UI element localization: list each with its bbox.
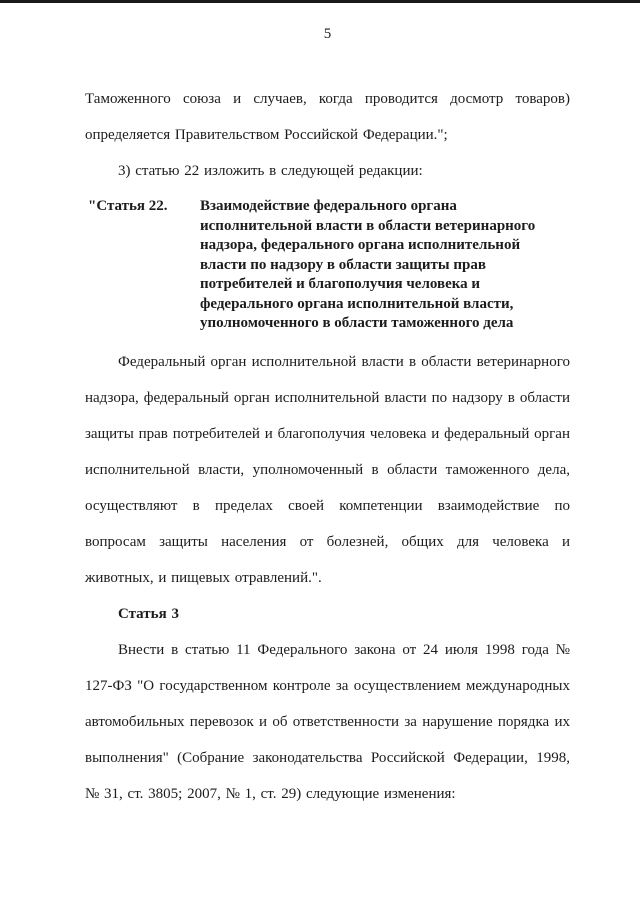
page-number: 5: [323, 26, 332, 42]
paragraph-article-22-text: Федеральный орган исполнительной власти в области ветеринарного надзора, федеральный орган исполнительной власти по надзору в области защиты прав потребителей и благополучия человека и федеральный орган исполнительной власти, уполномоченный в области таможенного дела, осуществляют в пределах своей компетенции взаимодействие по вопросам защиты населения от болезней, общих для человека и животных, и пищевых отравлений.".: [85, 353, 570, 586]
article-22-heading: [88, 197, 570, 334]
paragraph-continuation: Таможенного союза и случаев, когда проводится досмотр товаров) определяется Правительством Российской Федерации.";: [85, 91, 570, 143]
article-22-title: Взаимодействие федерального органа исполнительной власти в области ветеринарного надзора, федерального органа исполнительной власти по надзору в области защиты прав потребителей и благополучия человека и федерального органа исполнительной власти, уполномоченного в области таможенного дела: [200, 198, 536, 331]
article-22-label: "Статья 22.: [88, 198, 168, 214]
article-3-heading: Статья 3: [118, 605, 179, 622]
amendment-item-3: 3) статью 22 изложить в следующей редакции:: [118, 163, 423, 179]
paragraph-article-3-text: Внести в статью 11 Федерального закона от 24 июля 1998 года № 127-ФЗ "О государственном контроле за осуществлением международных автомобильных перевозок и об ответственности за нарушение порядка их выполнения" (Собрание законодательства Российской Федерации, 1998, № 31, ст. 3805; 2007, № 1, ст. 29) следующие изменения:: [85, 641, 570, 802]
document-page: [0, 3, 640, 905]
